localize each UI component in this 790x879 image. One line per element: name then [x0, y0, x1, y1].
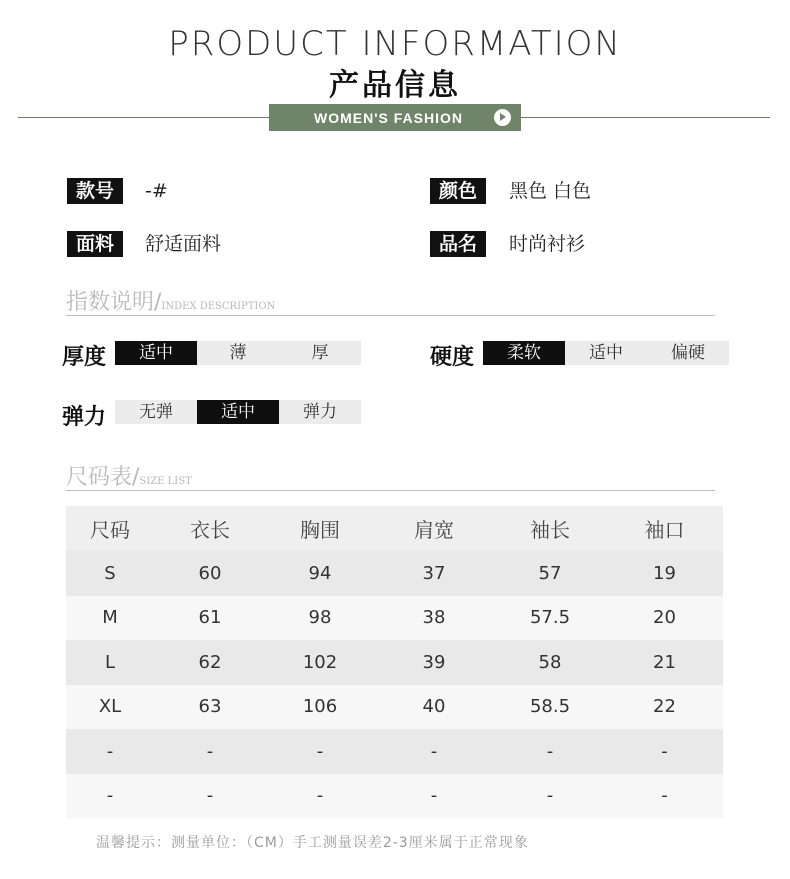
table-cell: - — [106, 785, 114, 807]
hardness-option-medium: 适中 — [565, 341, 647, 365]
product-name-value: 时尚衬衫 — [509, 233, 586, 255]
size-section-title — [66, 460, 192, 491]
table-cell: - — [206, 785, 214, 807]
style-no-value: -# — [145, 180, 168, 202]
table-cell: 57 — [538, 562, 562, 584]
table-cell: L — [104, 651, 116, 673]
table-cell: - — [661, 740, 668, 762]
elasticity-label: 弹力 — [62, 405, 107, 430]
table-cell: - — [546, 785, 554, 807]
table-cell: 22 — [653, 696, 676, 718]
table-cell: - — [316, 740, 324, 762]
column-header: 袖长 — [530, 518, 570, 542]
table-cell: 19 — [653, 562, 676, 584]
column-header: 衣长 — [190, 518, 230, 542]
hardness-option-soft: 柔软 — [483, 341, 565, 365]
column-header: 肩宽 — [414, 518, 454, 542]
size-title-text: 尺码表/ — [66, 465, 140, 490]
table-row — [66, 551, 723, 596]
table-cell: - — [206, 740, 214, 762]
table-cell: 62 — [198, 651, 222, 673]
table-cell: - — [661, 785, 668, 807]
elasticity-option-stretch: 弹力 — [279, 400, 361, 424]
table-cell: 37 — [422, 562, 446, 584]
column-header: 袖口 — [644, 518, 685, 542]
table-cell: 94 — [308, 562, 332, 584]
table-cell: 38 — [422, 607, 446, 629]
index-section-divider — [66, 315, 715, 316]
title-chinese: 产品信息 — [329, 68, 461, 103]
table-cell: - — [430, 740, 438, 762]
hardness-option-hard: 偏硬 — [647, 341, 729, 365]
measurement-footnote: 温馨提示：测量单位：（CM）手工测量误差2-3厘米属于正常现象 — [96, 835, 529, 851]
product-name-tag: 品名 — [430, 231, 486, 257]
table-header-row — [66, 506, 723, 551]
table-cell: - — [106, 740, 114, 762]
size-subtitle: SIZE LIST — [139, 476, 192, 487]
banner-label: WOMEN'S FASHION — [314, 110, 463, 126]
table-cell: 58.5 — [529, 696, 571, 718]
thickness-option-thin: 薄 — [197, 341, 279, 365]
table-row — [66, 596, 723, 641]
fabric-value: 舒适面料 — [145, 233, 222, 255]
table-cell: - — [316, 785, 324, 807]
column-header: 胸围 — [300, 518, 340, 542]
table-cell: M — [102, 607, 118, 629]
color-tag: 颜色 — [430, 178, 486, 204]
title-english: PRODUCT INFORMATION — [168, 24, 622, 64]
table-cell: 106 — [302, 696, 338, 718]
column-header: 尺码 — [90, 518, 130, 542]
hardness-scale — [483, 341, 729, 365]
elasticity-scale — [115, 400, 361, 424]
table-cell: - — [546, 740, 554, 762]
category-banner — [269, 104, 521, 131]
table-cell: 98 — [308, 607, 332, 629]
size-section-divider — [66, 490, 715, 491]
table-cell: XL — [98, 696, 122, 718]
table-cell: 63 — [198, 696, 222, 718]
table-cell: 39 — [422, 651, 446, 673]
index-section-title — [66, 285, 275, 316]
fabric-tag: 面料 — [67, 231, 123, 257]
table-row — [66, 640, 723, 685]
elasticity-option-none: 无弹 — [115, 400, 197, 424]
table-cell: - — [430, 785, 438, 807]
table-row — [66, 729, 723, 774]
table-cell: 20 — [653, 607, 676, 629]
table-cell: 60 — [198, 562, 222, 584]
index-subtitle: INDEX DESCRIPTION — [161, 301, 276, 312]
table-cell: 102 — [302, 651, 338, 673]
table-row — [66, 774, 723, 819]
table-cell: 21 — [653, 651, 676, 673]
table-cell: 58 — [538, 651, 562, 673]
thickness-option-thick: 厚 — [279, 341, 361, 365]
color-value: 黑色 白色 — [509, 180, 592, 202]
table-cell: 57.5 — [529, 607, 571, 629]
thickness-label: 厚度 — [62, 345, 107, 370]
table-cell: S — [104, 562, 116, 584]
size-table — [66, 506, 723, 818]
thickness-scale — [115, 341, 361, 365]
table-cell: 61 — [198, 607, 222, 629]
thickness-option-medium: 适中 — [115, 341, 197, 365]
style-no-tag: 款号 — [67, 178, 123, 204]
hardness-label: 硬度 — [430, 345, 475, 370]
table-row — [66, 685, 723, 730]
play-circle-icon — [494, 109, 511, 126]
elasticity-option-medium: 适中 — [197, 400, 279, 424]
table-cell: 40 — [422, 696, 446, 718]
index-title-text: 指数说明/ — [66, 290, 162, 315]
